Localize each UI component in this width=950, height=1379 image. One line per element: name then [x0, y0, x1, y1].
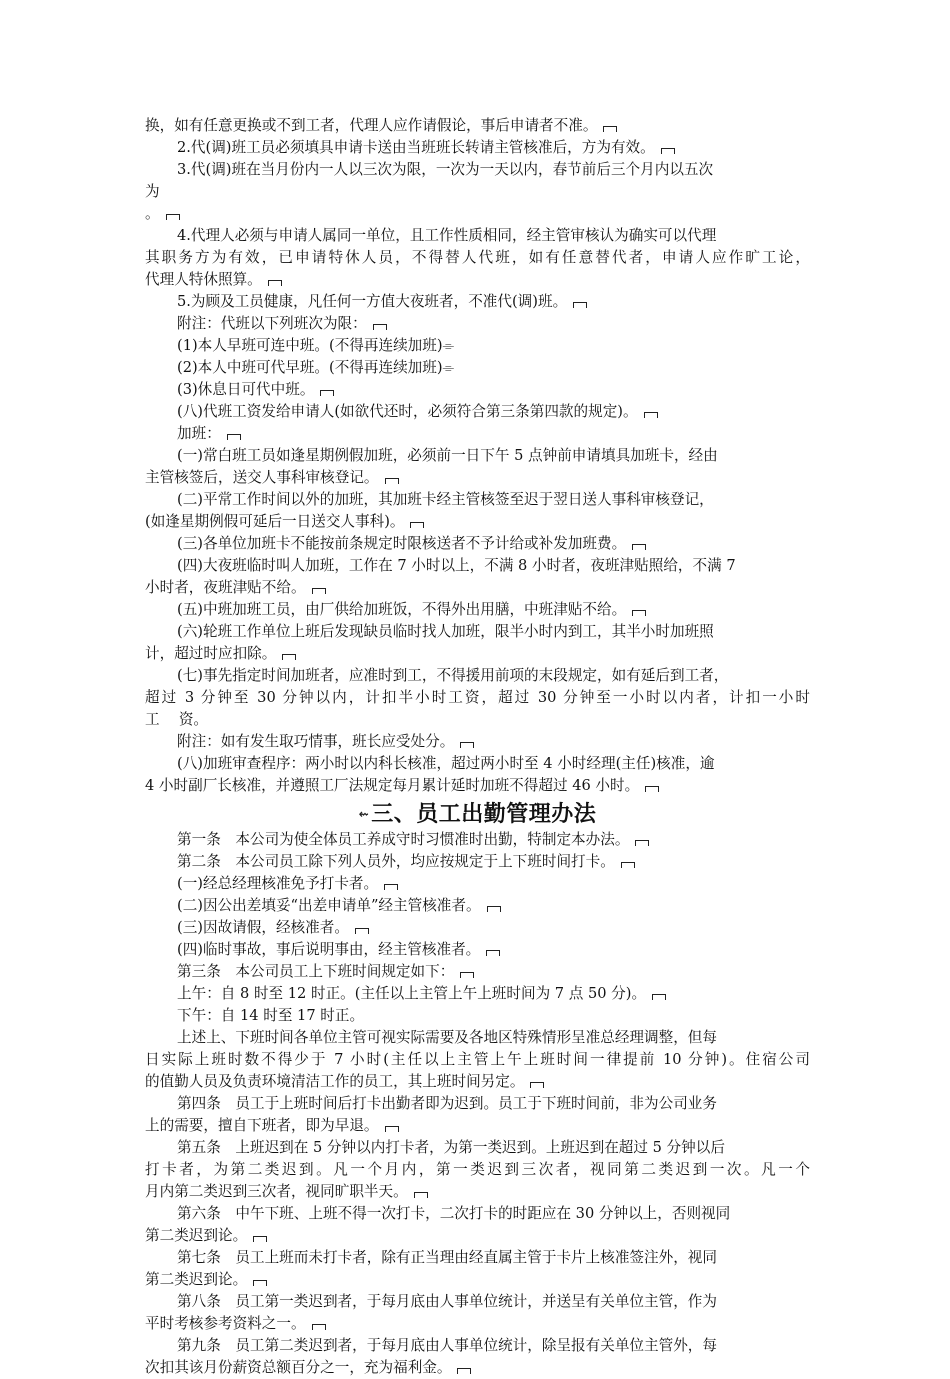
paragraph-mark-icon	[632, 544, 646, 550]
text-line-content: 3.代(调)班在当月份内一人以三次为限，一次为一天以内，春节前后三个月内以五次	[177, 161, 714, 178]
text-line-content: 的值勤人员及负责环境清洁工作的员工，其上班时间另定。	[145, 1073, 525, 1090]
text-line-content: 日实际上班时数不得少于 7 小时(主任以上主管上午上班时间一律提前 10 分钟)。住宿公司	[145, 1051, 810, 1068]
text-line	[145, 917, 810, 939]
text-line-content: 第九条 员工第二类迟到者，于每月底由人事单位统计，除呈报有关单位主管外，每	[177, 1337, 717, 1354]
text-line-content: (七)事先指定时间加班者，应准时到工，不得援用前项的末段规定，如有延后到工者，	[177, 667, 729, 684]
text-line	[145, 379, 810, 401]
paragraph-mark-icon	[460, 742, 474, 748]
paragraph-mark-icon	[486, 950, 500, 956]
paragraph-mark-icon	[460, 972, 474, 978]
paragraph-mark-icon	[487, 906, 501, 912]
text-line-content: 上午：自 8 时至 12 时正。(主任以上主管上午上班时间为 7 点 50 分)。	[177, 985, 647, 1002]
paragraph-mark-icon	[227, 434, 241, 440]
text-line	[145, 1005, 810, 1027]
paragraph-mark-icon	[253, 1280, 267, 1286]
section-overtime-rules	[145, 115, 810, 797]
text-line-content: 5.为顾及工员健康，凡任何一方值大夜班者，不准代(调)班。	[177, 293, 568, 310]
text-line-content: (一)经总经理核准免予打卡者。	[177, 875, 379, 892]
text-line-content: 第五条 上班迟到在 5 分钟以内打卡者，为第一类迟到。上班迟到在超过 5 分钟以后	[177, 1139, 725, 1156]
paragraph-mark-icon	[320, 390, 334, 396]
paragraph-mark-icon	[384, 884, 398, 890]
text-line-content: 加班：	[177, 425, 221, 442]
paragraph-mark-icon	[603, 126, 617, 132]
text-line-content: 上述上、下班时间各单位主管可视实际需要及各地区特殊情形呈准总经理调整，但每	[177, 1029, 717, 1046]
text-line	[145, 621, 810, 643]
text-line	[145, 665, 810, 687]
paragraph-mark-icon	[645, 786, 659, 792]
paragraph-mark-icon	[661, 148, 675, 154]
text-line	[145, 1269, 810, 1291]
text-line	[145, 1159, 810, 1181]
text-line-content: (二)平常工作时间以外的加班，其加班卡经主管核签至迟于翌日送人事科审核登记，	[177, 491, 714, 508]
text-line	[145, 1093, 810, 1115]
text-line	[145, 225, 810, 247]
text-line	[145, 467, 810, 489]
text-line-content: (一)常白班工员如逢星期例假加班，必须前一日下午 5 点钟前申请填具加班卡，经由	[177, 447, 718, 464]
section-heading-text: 三、员工出勤管理办法	[371, 802, 597, 827]
text-line	[145, 1291, 810, 1313]
text-line	[145, 269, 810, 291]
text-line	[145, 445, 810, 467]
text-line	[145, 335, 810, 357]
paragraph-mark-icon	[268, 280, 282, 286]
text-line-content: (1)本人早班可连中班。(不得再连续加班)⌯	[177, 337, 455, 354]
text-line	[145, 577, 810, 599]
text-line-content: (2)本人中班可代早班。(不得再连续加班)⌯	[177, 359, 455, 376]
paragraph-mark-icon	[312, 1324, 326, 1330]
text-line-content: 第四条 员工于上班时间后打卡出勤者即为迟到。员工于下班时间前，非为公司业务	[177, 1095, 717, 1112]
text-line-content: (3)休息日可代中班。	[177, 381, 315, 398]
paragraph-mark-icon	[282, 654, 296, 660]
text-line	[145, 1313, 810, 1335]
text-line	[145, 983, 810, 1005]
text-line-content: (四)临时事故，事后说明事由，经主管核准者。	[177, 941, 481, 958]
text-line	[145, 247, 810, 269]
text-line	[145, 401, 810, 423]
paragraph-mark-icon	[530, 1082, 544, 1088]
anchor-icon: ⇜	[358, 807, 370, 821]
paragraph-mark-icon	[373, 324, 387, 330]
document-page	[145, 115, 810, 1379]
text-line-content: (八)代班工资发给申请人(如欲代还时，必须符合第三条第四款的规定)。	[177, 403, 638, 420]
paragraph-mark-icon	[632, 610, 646, 616]
text-line	[145, 895, 810, 917]
text-line	[145, 1115, 810, 1137]
text-line-content: 第二类迟到论。	[145, 1271, 248, 1288]
text-line	[145, 1027, 810, 1049]
text-line-content: 2.代(调)班工员必须填具申请卡送由当班班长转请主管核准后，方为有效。	[177, 139, 655, 156]
text-line	[145, 873, 810, 895]
text-line-content: 为	[145, 183, 160, 200]
text-line-content: 代理人特休照算。	[145, 271, 262, 288]
paragraph-mark-icon	[635, 840, 649, 846]
text-line-content: 附注：如有发生取巧情事，班长应受处分。	[177, 733, 455, 750]
paragraph-mark-icon	[355, 928, 369, 934]
text-line	[145, 181, 810, 203]
text-line-content: 平时考核参考资料之一。	[145, 1315, 306, 1332]
text-line-content: 小时者，夜班津贴不给。	[145, 579, 306, 596]
text-line-content: 上的需要，擅自下班者，即为早退。	[145, 1117, 379, 1134]
text-line	[145, 1137, 810, 1159]
text-line-content: (三)因故请假，经核准者。	[177, 919, 349, 936]
paragraph-mark-icon	[312, 588, 326, 594]
text-line	[145, 599, 810, 621]
text-line-content: 。	[145, 205, 160, 222]
text-line	[145, 961, 810, 983]
text-line	[145, 1203, 810, 1225]
text-line-content: (五)中班加班工员，由厂供给加班饭，不得外出用膳，中班津贴不给。	[177, 601, 627, 618]
text-line	[145, 489, 810, 511]
text-line-content: 第一条 本公司为使全体员工养成守时习惯准时出勤，特制定本办法。	[177, 831, 630, 848]
text-line	[145, 939, 810, 961]
text-line-content: 第六条 中午下班、上班不得一次打卡，二次打卡的时距应在 30 分钟以上，否则视同	[177, 1205, 731, 1222]
text-line	[145, 753, 810, 775]
text-line	[145, 313, 810, 335]
text-line	[145, 1181, 810, 1203]
text-line-content: 计，超过时应扣除。	[145, 645, 277, 662]
text-line	[145, 533, 810, 555]
text-line-content: (八)加班审查程序：两小时以内科长核准，超过两小时至 4 小时经理(主任)核准，逾	[177, 755, 715, 772]
text-line-content: (三)各单位加班卡不能按前条规定时限核送者不予计给或补发加班费。	[177, 535, 627, 552]
text-line	[145, 1225, 810, 1247]
text-line	[145, 1049, 810, 1071]
text-line	[145, 775, 810, 797]
text-line-content: 下午：自 14 时至 17 时正。	[177, 1007, 365, 1024]
text-line-content: 4 小时副厂长核准，并遵照工厂法规定每月累计延时加班不得超过 46 小时。	[145, 777, 640, 794]
text-line-content: (二)因公出差填妥“出差申请单”经主管核准者。	[177, 897, 481, 914]
text-line-content: 第七条 员工上班而未打卡者，除有正当理由经直属主管于卡片上核准签注外，视同	[177, 1249, 717, 1266]
text-line	[145, 357, 810, 379]
paragraph-mark-icon	[652, 994, 666, 1000]
text-line-content: 次扣其该月份薪资总额百分之一，充为福利金。	[145, 1359, 452, 1376]
text-line-content: 打卡者，为第二类迟到。凡一个月内，第一类迟到三次者，视同第二类迟到一次。凡一个	[145, 1161, 810, 1178]
paragraph-mark-icon	[621, 862, 635, 868]
text-line	[145, 829, 810, 851]
paragraph-mark-icon	[253, 1236, 267, 1242]
text-line	[145, 511, 810, 533]
section-attendance-rules	[145, 829, 810, 1379]
text-line	[145, 709, 810, 731]
paragraph-mark-icon	[166, 214, 180, 220]
text-line	[145, 1357, 810, 1379]
section-heading	[145, 799, 810, 829]
text-line	[145, 851, 810, 873]
text-line-content: 第二条 本公司员工除下列人员外，均应按规定于上下班时间打卡。	[177, 853, 615, 870]
text-line	[145, 1335, 810, 1357]
text-line	[145, 203, 810, 225]
text-line-content: (六)轮班工作单位上班后发现缺员临时找人加班，限半小时内到工，其半小时加班照	[177, 623, 714, 640]
paragraph-mark-icon	[385, 478, 399, 484]
paragraph-mark-icon	[414, 1192, 428, 1198]
text-line-content: 第二类迟到论。	[145, 1227, 248, 1244]
text-line	[145, 159, 810, 181]
text-line	[145, 1247, 810, 1269]
text-line-content: (四)大夜班临时叫人加班，工作在 7 小时以上，不满 8 小时者，夜班津贴照给，不满 7	[177, 557, 736, 574]
text-line	[145, 1071, 810, 1093]
paragraph-mark-icon	[410, 522, 424, 528]
paragraph-mark-icon	[644, 412, 658, 418]
text-line-content: 其职务方为有效，已申请特休人员，不得替人代班，如有任意替代者，申请人应作旷工论，	[145, 249, 810, 266]
text-line-content: 第八条 员工第一类迟到者，于每月底由人事单位统计，并送呈有关单位主管，作为	[177, 1293, 717, 1310]
text-line	[145, 423, 810, 445]
text-line-content: 主管核签后，送交人事科审核登记。	[145, 469, 379, 486]
text-line-content: 月内第二类迟到三次者，视同旷职半天。	[145, 1183, 408, 1200]
text-line	[145, 291, 810, 313]
text-line	[145, 687, 810, 709]
text-line-content: 第三条 本公司员工上下班时间规定如下：	[177, 963, 455, 980]
text-line-content: 附注：代班以下列班次为限：	[177, 315, 367, 332]
text-line-content: 工 资。	[145, 711, 209, 728]
text-line-content: 超过 3 分钟至 30 分钟以内，计扣半小时工资，超过 30 分钟至一小时以内者，计扣一小时	[145, 689, 810, 706]
text-line	[145, 555, 810, 577]
text-line-content: (如逢星期例假可延后一日送交人事科)。	[145, 513, 405, 530]
paragraph-mark-icon	[457, 1368, 471, 1374]
text-line	[145, 115, 810, 137]
text-line	[145, 137, 810, 159]
text-line-content: 换，如有任意更换或不到工者，代理人应作请假论，事后申请者不准。	[145, 117, 598, 134]
paragraph-mark-icon	[573, 302, 587, 308]
text-line	[145, 731, 810, 753]
text-line	[145, 643, 810, 665]
paragraph-mark-icon	[385, 1126, 399, 1132]
text-line-content: 4.代理人必须与申请人属同一单位，且工作性质相同，经主管审核认为确实可以代理	[177, 227, 717, 244]
